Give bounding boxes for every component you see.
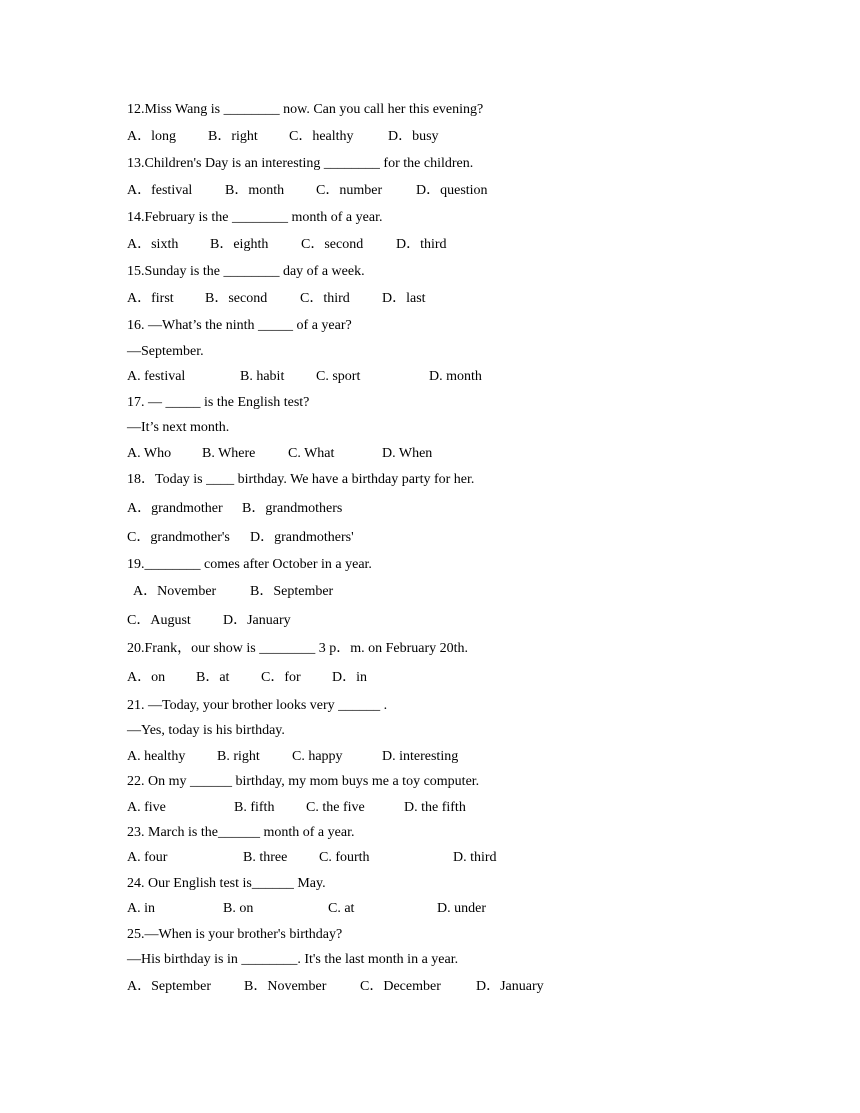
question-19-option-a: A．November [133,584,217,599]
question-22-option-a: A. five [127,800,166,815]
question-12-option-d: D．busy [388,129,439,144]
question-14-stem: 14.February is the ________ month of a year. [127,210,383,225]
question-20-option-b: B．at [196,670,230,685]
question-23-option-d: D. third [453,850,497,865]
question-21-stem: 21. —Today, your brother looks very ______ . [127,698,388,713]
question-24-option-a: A. in [127,901,155,916]
question-16-option-a: A. festival [127,369,186,384]
question-12-stem: 12.Miss Wang is ________ now. Can you call her this evening? [127,102,484,117]
question-25-option-b: B．November [244,979,327,994]
question-21-option-c: C. happy [292,749,343,764]
question-24-option-c: C. at [328,901,355,916]
question-15-option-c: C．third [300,291,350,306]
question-13-option-b: B．month [225,183,285,198]
question-17-option-d: D. When [382,446,433,461]
question-16-stem: 16. —What’s the ninth _____ of a year? [127,318,352,333]
question-19-option-b: B．September [250,584,334,599]
question-22-stem: 22. On my ______ birthday, my mom buys me a toy computer. [127,774,480,789]
question-20-option-d: D．in [332,670,367,685]
question-15-option-b: B．second [205,291,268,306]
question-15-option-d: D．last [382,291,426,306]
question-25-option-d: D．January [476,979,544,994]
question-18-stem: 18．Today is ____ birthday. We have a birthday party for her. [127,472,475,487]
question-18-option-b: B．grandmothers [242,501,343,516]
question-20-option-c: C．for [261,670,301,685]
question-14-option-b: B．eighth [210,237,269,252]
question-21-option-a: A. healthy [127,749,186,764]
question-17-option-a: A. Who [127,446,172,461]
question-16-option-b: B. habit [240,369,285,384]
question-21-reply: —Yes, today is his birthday. [127,723,285,738]
question-22-option-c: C. the five [306,800,365,815]
question-20-option-a: A．on [127,670,166,685]
question-19-stem: 19.________ comes after October in a year. [127,557,372,572]
question-14-option-d: D．third [396,237,447,252]
question-13-stem: 13.Children's Day is an interesting ________ for the children. [127,156,474,171]
question-22-option-d: D. the fifth [404,800,466,815]
question-16-reply: —September. [127,344,204,359]
question-15-stem: 15.Sunday is the ________ day of a week. [127,264,365,279]
question-12-option-c: C．healthy [289,129,354,144]
question-14-option-c: C．second [301,237,364,252]
question-18-option-c: C．grandmother's [127,530,230,545]
question-12-option-a: A．long [127,129,176,144]
question-22-option-b: B. fifth [234,800,275,815]
question-19-option-d: D．January [223,613,291,628]
question-23-option-c: C. fourth [319,850,370,865]
question-17-reply: —It’s next month. [127,420,230,435]
question-25-reply: —His birthday is in ________. It's the last month in a year. [127,952,459,967]
question-13-option-a: A．festival [127,183,193,198]
question-24-option-d: D. under [437,901,486,916]
question-17-stem: 17. — _____ is the English test? [127,395,310,410]
question-19-option-c: C．August [127,613,191,628]
question-25-option-c: C．December [360,979,441,994]
question-23-option-b: B. three [243,850,288,865]
question-25-stem: 25.—When is your brother's birthday? [127,927,343,942]
question-23-stem: 23. March is the______ month of a year. [127,825,355,840]
question-17-option-c: C. What [288,446,335,461]
question-16-option-d: D. month [429,369,482,384]
question-18-option-d: D．grandmothers' [250,530,354,545]
question-23-option-a: A. four [127,850,168,865]
question-18-option-a: A．grandmother [127,501,223,516]
question-13-option-c: C．number [316,183,383,198]
question-24-option-b: B. on [223,901,254,916]
question-24-stem: 24. Our English test is______ May. [127,876,326,891]
question-13-option-d: D．question [416,183,488,198]
question-20-stem: 20.Frank，our show is ________ 3 p．m. on February 20th. [127,641,469,656]
question-16-option-c: C. sport [316,369,361,384]
question-15-option-a: A．first [127,291,174,306]
question-12-option-b: B．right [208,129,258,144]
question-21-option-d: D. interesting [382,749,459,764]
question-21-option-b: B. right [217,749,260,764]
question-14-option-a: A．sixth [127,237,179,252]
question-25-option-a: A．September [127,979,211,994]
question-17-option-b: B. Where [202,446,256,461]
